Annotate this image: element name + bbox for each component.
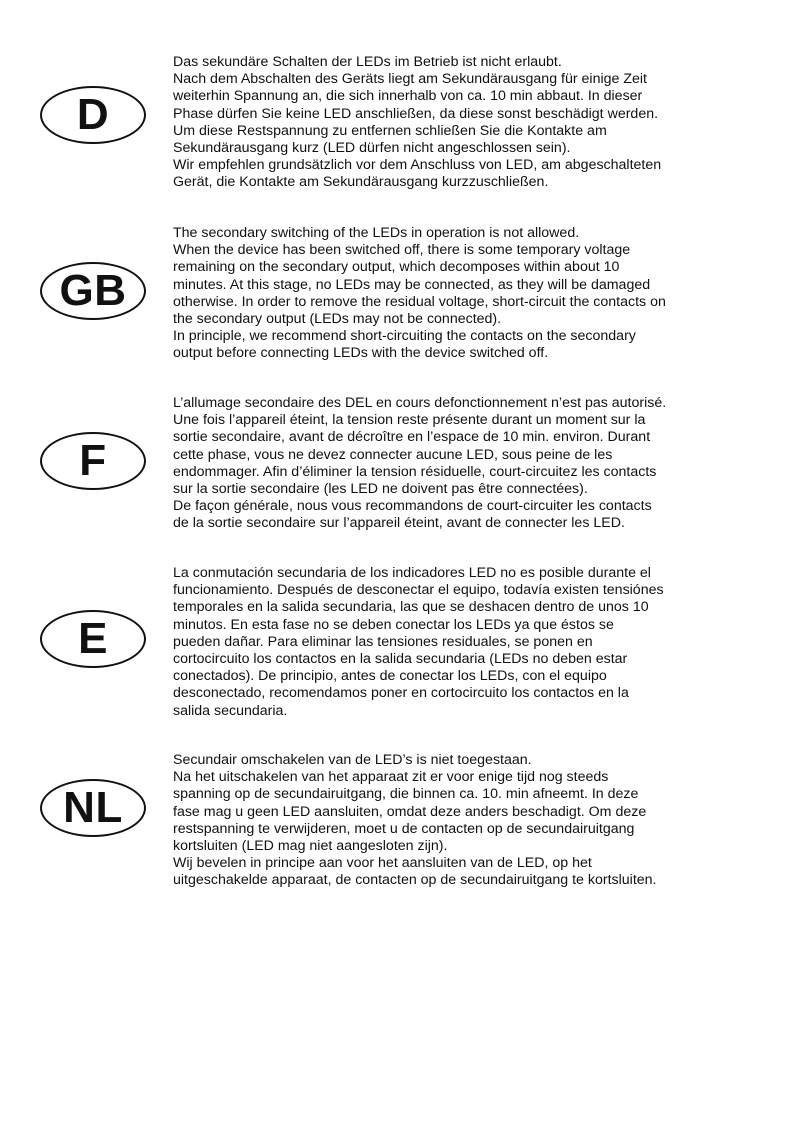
text-line: pueden dañar. Para eliminar las tensiones residuales, se ponen en [173, 633, 593, 650]
text-line: Secundair omschakelen van de LED’s is niet toegestaan. [173, 752, 532, 768]
text-line: The secondary switching of the LEDs in operation is not allowed. [173, 225, 580, 241]
text-line: uitgeschakelde apparaat, de contacten op de secundairuitgang te kortsluiten. [173, 872, 657, 889]
section-text-fr [173, 395, 733, 533]
text-line: Das sekundäre Schalten der LEDs im Betrieb ist nicht erlaubt. [173, 54, 562, 70]
text-line: When the device has been switched off, there is some temporary voltage [173, 242, 631, 259]
text-line: spanning op de secundairuitgang, die binnen ca. 10. min afneemt. In deze [173, 786, 639, 803]
text-line: Nach dem Abschalten des Geräts liegt am Sekundärausgang für einige Zeit [173, 71, 647, 88]
section-text-es [173, 565, 733, 720]
section-text-de [173, 54, 733, 192]
text-line: sur la sortie secondaire (les LED ne doivent pas être connectées). [173, 481, 588, 498]
text-line: De façon générale, nous vous recommandons de court-circuiter les contacts [173, 498, 652, 515]
language-badge-f: F [40, 432, 146, 490]
text-line: kortsluiten (LED mag niet aangesloten zijn). [173, 838, 448, 855]
text-line: remaining on the secondary output, which decomposes within about 10 [173, 259, 620, 276]
text-line: de la sortie secondaire sur l’appareil éteint, avant de connecter les LED. [173, 515, 625, 532]
text-line: Sekundärausgang kurz (LED dürfen nicht angeschlossen sein). [173, 140, 571, 157]
text-line: conectados). De principio, antes de conectar los LEDs, con el equipo [173, 668, 607, 685]
text-line: cette phase, vous ne devez connecter aucune LED, sous peine de les [173, 446, 613, 463]
text-line: minutes. At this stage, no LEDs may be connected, as they will be damaged [173, 276, 651, 293]
text-line: funcionamiento. Después de desconectar el equipo, todavía existen tensiónes [173, 582, 664, 599]
text-line: cortocircuito los contactos en la salida secundaria (LEDs no deben estar [173, 651, 628, 668]
language-badge-gb: GB [40, 262, 146, 320]
text-line: L’allumage secondaire des DEL en cours defonctionnement n’est pas autorisé. [173, 395, 667, 411]
text-line: endommager. Afin d’éliminer la tension résiduelle, court-circuitez les contacts [173, 463, 657, 480]
text-line: Gerät, die Kontakte am Sekundärausgang kurzzuschließen. [173, 174, 549, 191]
text-line: minutos. En esta fase no se deben conectar los LEDs ya que éstos se [173, 616, 614, 633]
text-line: temporales en la salida secundaria, las que se deshacen dentro de unos 10 [173, 599, 649, 616]
language-badge-e: E [40, 610, 146, 668]
text-line: the secondary output (LEDs may not be connected). [173, 311, 502, 328]
text-line: weiterhin Spannung an, die sich innerhalb von ca. 10 min abbaut. In dieser [173, 88, 643, 105]
text-line: Une fois l’appareil éteint, la tension reste présente durant un moment sur la [173, 412, 646, 429]
text-line: La conmutación secundaria de los indicadores LED no es posible durante el [173, 565, 651, 581]
text-line: restspanning te verwijderen, moet u de contacten op de secundairuitgang [173, 820, 635, 837]
text-line: otherwise. In order to remove the residual voltage, short-circuit the contacts on [173, 293, 666, 310]
text-line: sortie secondaire, avant de décroître en l’espace de 10 min. environ. Durant [173, 429, 651, 446]
text-line: Um diese Restspannung zu entfernen schließen Sie die Kontakte am [173, 122, 607, 139]
text-line: Phase dürfen Sie keine LED anschließen, da diese sonst beschädigt werden. [173, 105, 659, 122]
text-line: salida secundaria. [173, 702, 288, 719]
language-badge-nl: NL [40, 779, 146, 837]
text-line: Wij bevelen in principe aan voor het aansluiten van de LED, op het [173, 855, 592, 872]
language-badge-d: D [40, 86, 146, 144]
text-line: Wir empfehlen grundsätzlich vor dem Anschluss von LED, am abgeschalteten [173, 157, 662, 174]
text-line: desconectado, recomendamos poner en cortocircuito los contactos en la [173, 685, 629, 702]
text-line: In principle, we recommend short-circuiting the contacts on the secondary [173, 328, 636, 345]
text-line: Na het uitschakelen van het apparaat zit er voor enige tijd nog steeds [173, 769, 609, 786]
text-line: output before connecting LEDs with the device switched off. [173, 345, 549, 362]
section-text-nl [173, 752, 733, 890]
text-line: fase mag u geen LED aansluiten, omdat deze anders beschadigt. Om deze [173, 803, 647, 820]
section-text-gb [173, 225, 733, 363]
